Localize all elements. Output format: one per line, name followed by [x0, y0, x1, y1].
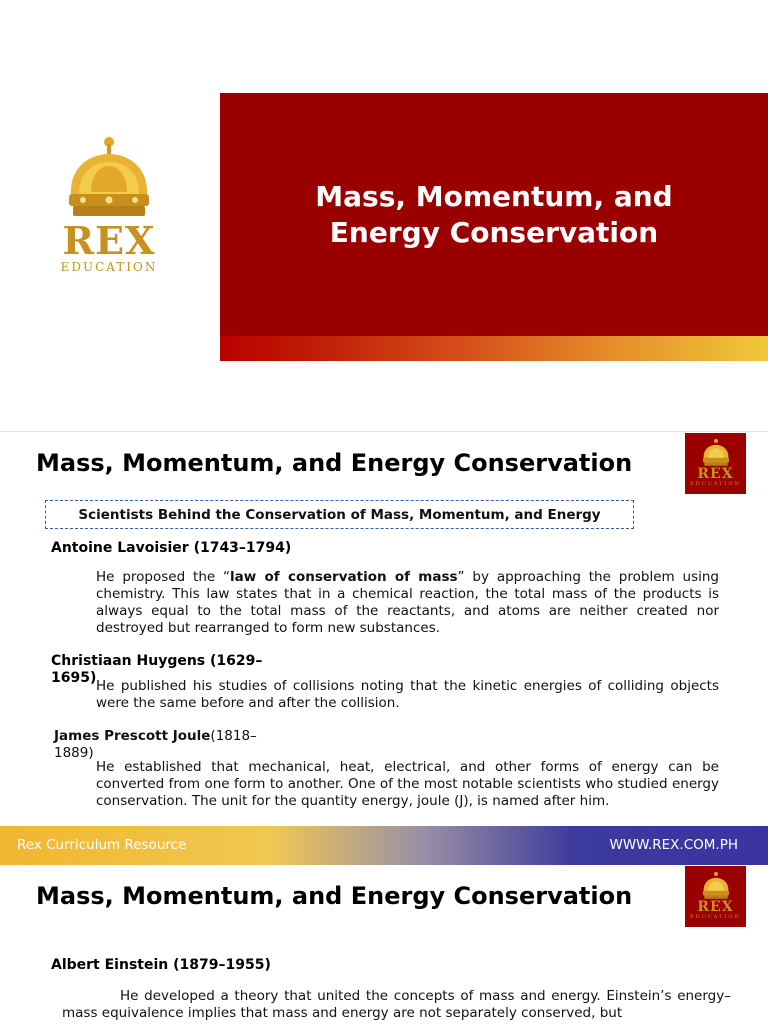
scientist-description-einstein: He developed a theory that united the concepts of mass and energy. Einstein’s energy–mass equivalence implies that mass and energy are not separately conserved, but: [62, 988, 731, 1021]
scientist-name-joule: [54, 728, 257, 762]
rex-logo: [50, 136, 168, 272]
logo-subtitle: EDUCATION: [690, 481, 741, 487]
logo-subtitle: EDUCATION: [60, 260, 158, 274]
scientist-name-einstein: Albert Einstein (1879–1955): [51, 957, 271, 973]
slide-divider: [0, 431, 768, 432]
section-box-title: Scientists Behind the Conservation of Mass, Momentum, and Energy: [45, 500, 634, 529]
law-name: law of conservation of mass: [230, 569, 458, 585]
title-panel: [220, 93, 768, 336]
rex-logo-small: [685, 866, 746, 927]
slide-header: Mass, Momentum, and Energy Conservation: [36, 882, 633, 910]
logo-wordmark: REX: [697, 466, 734, 482]
title-slide: [0, 0, 768, 430]
name-years: (1818–: [210, 728, 257, 744]
slide-header: Mass, Momentum, and Energy Conservation: [36, 449, 633, 477]
name-line: 1695): [51, 670, 97, 686]
scientist-name-lavoisier: Antoine Lavoisier (1743–1794): [51, 540, 292, 556]
logo-subtitle: EDUCATION: [690, 914, 741, 920]
logo-wordmark: REX: [62, 218, 156, 263]
text-fragment: ” by approaching the problem using chemistry. This law states that in a chemical reaction, the total mass of the products is always equal to the total mass of the reactants, and atoms are neither created nor destroyed but rearranged to form new substances.: [96, 569, 719, 636]
crown-icon: [699, 872, 733, 900]
footer-website-link[interactable]: WWW.REX.COM.PH: [609, 837, 738, 853]
name-line: Christiaan Huygens (1629–: [51, 653, 263, 669]
text-fragment: He proposed the “: [96, 569, 231, 585]
scientist-description-joule: He established that mechanical, heat, electrical, and other forms of energy can be converted from one form to another. One of the most notable scientists who studied energy conservation. The unit for the quantity energy, joule (J), is named after him.: [96, 759, 719, 809]
rex-logo-small: [685, 433, 746, 494]
footer-bar: [0, 826, 768, 865]
footer-label: Rex Curriculum Resource: [17, 837, 187, 853]
scientist-description-lavoisier: [96, 569, 719, 637]
logo-wordmark: REX: [697, 899, 734, 915]
title-gradient-bar: [220, 336, 768, 361]
crown-icon: [699, 439, 733, 467]
name-years: 1889): [54, 745, 94, 761]
scientist-description-huygens: He published his studies of collisions noting that the kinetic energies of colliding objects were the same before and after the collision.: [96, 678, 719, 711]
name-bold: James Prescott Joule: [54, 728, 211, 744]
slide-title: Mass, Momentum, and Energy Conservation: [315, 179, 673, 249]
crown-icon: [61, 136, 157, 222]
